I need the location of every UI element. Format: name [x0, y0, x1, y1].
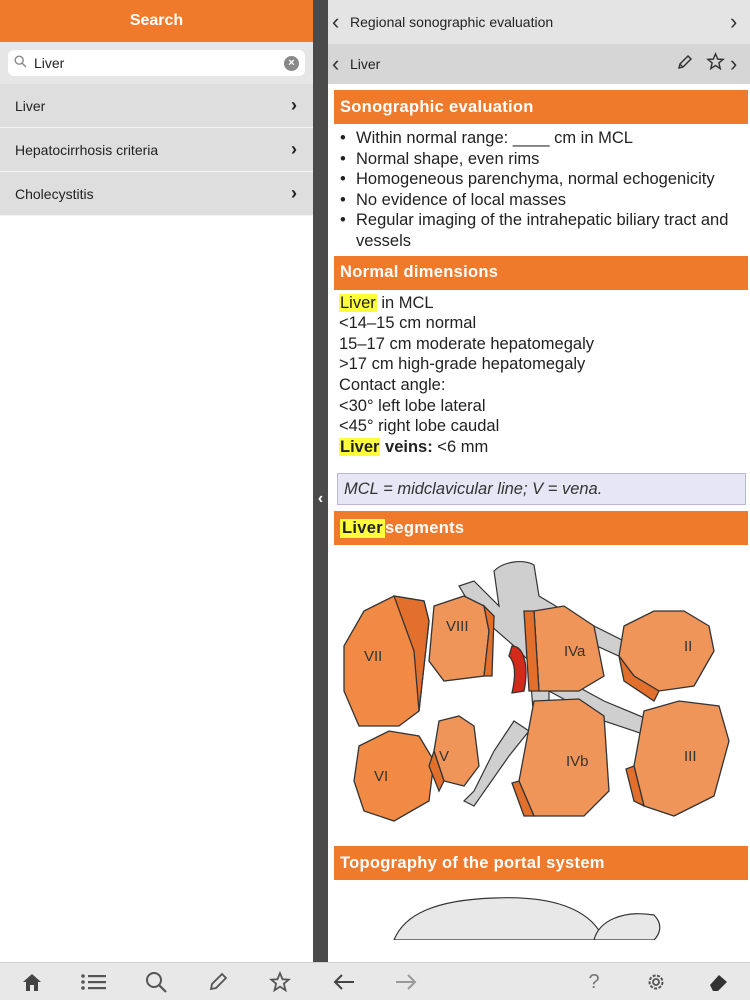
eraser-icon[interactable] — [704, 969, 732, 995]
search-input[interactable] — [30, 55, 284, 71]
star-icon[interactable] — [266, 969, 294, 995]
list-icon[interactable] — [80, 969, 108, 995]
section-header-dimensions: Normal dimensions — [334, 256, 748, 290]
segment-label: IVa — [564, 643, 586, 661]
dims-line — [339, 293, 748, 314]
pencil-icon[interactable] — [204, 969, 232, 995]
portal-system-diagram[interactable] — [334, 880, 748, 940]
back-arrow-icon[interactable] — [330, 969, 358, 995]
result-item-hepatocirrhosis[interactable] — [0, 128, 313, 172]
home-icon[interactable] — [18, 969, 46, 995]
search-box[interactable] — [8, 50, 305, 76]
segment-label: VI — [374, 768, 389, 786]
segment-label: III — [684, 748, 697, 766]
veins-value: <6 mm — [432, 437, 489, 456]
back-chevron-icon[interactable]: ‹ — [332, 9, 340, 34]
segment-label: IVb — [566, 753, 589, 771]
sub-nav-title[interactable]: Liver — [350, 56, 381, 72]
dimensions-text — [334, 290, 748, 462]
dims-text: in MCL — [376, 293, 434, 312]
segment-iii — [634, 701, 729, 816]
result-item-cholecystitis[interactable] — [0, 172, 313, 216]
forward-arrow-icon[interactable] — [392, 969, 420, 995]
search-pane — [0, 0, 313, 962]
search-bar — [0, 42, 313, 84]
dims-line: <14–15 cm normal — [339, 314, 477, 333]
result-label: Liver — [15, 97, 46, 114]
segment-label: V — [439, 748, 450, 766]
dims-line: 15–17 cm moderate hepatomegaly — [339, 334, 594, 353]
dims-line: <45° right lobe caudal — [339, 417, 500, 436]
segment-viii — [429, 596, 489, 681]
gear-icon[interactable] — [642, 969, 670, 995]
sub-forward-chevron-icon[interactable]: › — [730, 51, 738, 76]
dims-line — [339, 437, 748, 458]
result-label: Cholecystitis — [15, 185, 94, 202]
list-item: • Normal shape, even rims — [340, 149, 748, 170]
section-header-portal: Topography of the portal system — [334, 846, 748, 880]
search-highlight: Liver — [340, 437, 380, 456]
section-header-sonographic: Sonographic evaluation — [334, 90, 748, 124]
dims-line: Contact angle: — [339, 375, 446, 394]
pencil-icon[interactable] — [670, 53, 700, 76]
chevron-right-icon: › — [291, 183, 297, 203]
segment-label: VIII — [446, 618, 469, 636]
search-highlight: Liver — [342, 518, 383, 537]
pane-divider[interactable] — [313, 0, 328, 962]
search-icon — [14, 55, 30, 71]
abbreviation-note: MCL = midclavicular line; V = vena. — [337, 473, 746, 505]
search-highlight: Liver — [340, 293, 376, 312]
forward-chevron-icon[interactable]: › — [730, 9, 738, 34]
list-item: • Regular imaging of the intrahepatic biliary tract and vessels — [340, 210, 748, 251]
content-pane — [328, 0, 750, 962]
chevron-right-icon: › — [291, 139, 297, 159]
help-icon[interactable]: ? — [588, 970, 600, 993]
search-header — [0, 0, 313, 42]
sub-back-chevron-icon[interactable]: ‹ — [332, 51, 340, 76]
result-label: Hepatocirrhosis criteria — [15, 141, 159, 158]
result-item-liver[interactable] — [0, 84, 313, 128]
segments-title: segments — [384, 518, 465, 537]
chevron-right-icon: › — [291, 95, 297, 115]
clear-search-icon[interactable]: × — [284, 56, 299, 71]
segment-label: II — [684, 638, 693, 656]
section-header-segments — [334, 511, 748, 545]
top-nav-title[interactable]: Regional sonographic evaluation — [350, 14, 554, 30]
sub-nav — [328, 44, 750, 84]
liver-segments-diagram[interactable] — [334, 551, 748, 841]
segment-vi — [354, 731, 434, 821]
collapse-pane-icon[interactable]: ‹ — [317, 490, 324, 507]
dims-line: >17 cm high-grade hepatomegaly — [339, 355, 586, 374]
segment-ivb — [519, 699, 609, 816]
segment-label: VII — [364, 648, 383, 666]
list-item: • Within normal range: ____ cm in MCL — [340, 128, 748, 149]
list-item: • Homogeneous parenchyma, normal echogenicity — [340, 169, 748, 190]
search-header-title: Search — [129, 12, 184, 29]
veins-label: veins: — [380, 437, 433, 456]
article-content — [334, 90, 748, 945]
top-nav — [328, 0, 750, 44]
bottom-toolbar — [0, 962, 750, 1000]
search-icon[interactable] — [142, 969, 170, 995]
dims-line: <30° left lobe lateral — [339, 396, 486, 415]
sonographic-list — [334, 124, 748, 256]
list-item: • No evidence of local masses — [340, 190, 748, 211]
star-icon[interactable] — [700, 52, 730, 76]
